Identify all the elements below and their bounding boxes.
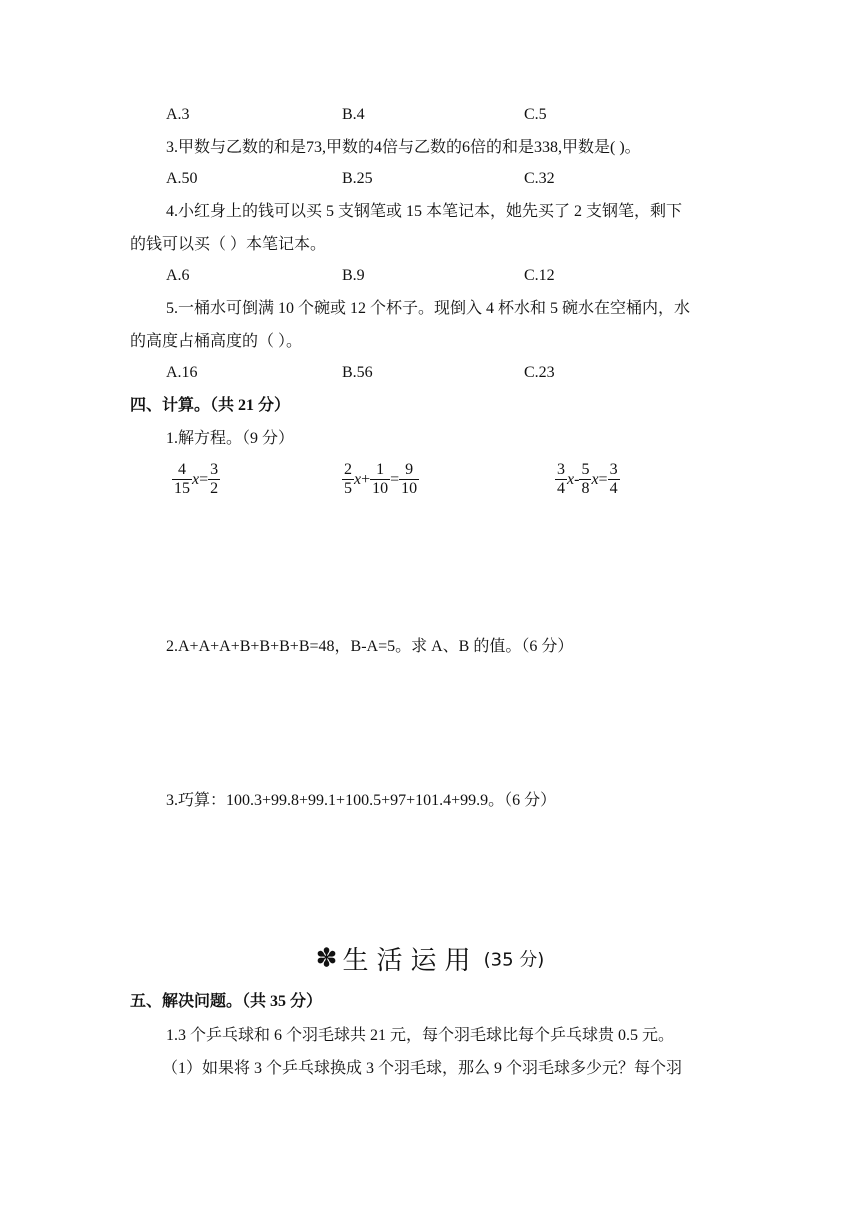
banner-title: 生活运用 <box>342 946 479 976</box>
eq2-variable: x <box>354 470 362 488</box>
q2-option-b: B.4 <box>342 106 365 123</box>
flower-icon: ✽ <box>315 943 338 974</box>
question-3-text: 3.甲数与乙数的和是73,甲数的4倍与乙数的6倍的和是338,甲数是( )。 <box>166 139 641 156</box>
q4-option-b: B.9 <box>342 267 365 284</box>
section-4-heading: 四、计算。（共 21 分） <box>130 397 291 414</box>
section-5-problem-1: 1.3 个乒乓球和 6 个羽毛球共 21 元，每个羽毛球比每个乒乓球贵 0.5 元。 <box>166 1027 675 1044</box>
eq2-equals: = <box>390 470 400 488</box>
equation-1 <box>172 461 220 499</box>
eq3-fraction-1: $\frac{3}{4}$ <box>557 461 565 498</box>
equation-3 <box>555 461 620 499</box>
eq2-fraction-3: $\frac{9}{10}$ <box>401 461 418 498</box>
section-4-sub2: 2.A+A+A+B+B+B+B=48，B-A=5。求 A、B 的值。（6 分） <box>166 638 574 655</box>
q3-option-a: A.50 <box>166 170 198 187</box>
q5-option-c: C.23 <box>524 364 555 381</box>
q2-option-c: C.5 <box>524 106 547 123</box>
eq2-plus: + <box>361 470 371 488</box>
eq1-fraction-1: $\frac{4}{15}$ <box>174 461 190 498</box>
eq3-fraction-2: $\frac{5}{8}$ <box>581 461 590 498</box>
eq3-variable-1: x <box>567 470 575 488</box>
section-4-sub3: 3.巧算：100.3+99.8+99.1+100.5+97+101.4+99.9。（6 分） <box>166 792 557 809</box>
q4-option-c: C.12 <box>524 267 555 284</box>
section-banner <box>0 940 860 977</box>
section-5-heading: 五、解决问题。（共 35 分） <box>130 993 323 1010</box>
eq3-fraction-3: $\frac{3}{4}$ <box>609 461 618 498</box>
question-4-line2: 的钱可以买（ ）本笔记本。 <box>130 236 327 253</box>
eq3-equals: = <box>598 470 608 488</box>
question-5-line1: 5.一桶水可倒满 10 个碗或 12 个杯子。现倒入 4 杯水和 5 碗水在空桶内，水 <box>166 300 691 317</box>
q3-option-b: B.25 <box>342 170 373 187</box>
q3-option-c: C.32 <box>524 170 555 187</box>
q5-option-b: B.56 <box>342 364 373 381</box>
q5-option-a: A.16 <box>166 364 198 381</box>
question-4-line1: 4.小红身上的钱可以买 5 支钢笔或 15 本笔记本，她先买了 2 支钢笔，剩下 <box>166 203 683 220</box>
eq1-fraction-2: $\frac{3}{2}$ <box>210 461 219 498</box>
banner-score: (35 分) <box>483 949 545 971</box>
q4-option-a: A.6 <box>166 267 190 284</box>
eq3-variable-2: x <box>591 470 599 488</box>
eq1-equals: = <box>199 470 209 488</box>
eq2-fraction-2: $\frac{1}{10}$ <box>372 461 389 498</box>
section-4-sub1: 1.解方程。（9 分） <box>166 430 295 447</box>
section-5-problem-1-part-1: （1）如果将 3 个乒乓球换成 3 个羽毛球，那么 9 个羽毛球多少元？每个羽 <box>162 1060 683 1077</box>
equation-2 <box>342 461 419 499</box>
q2-option-a: A.3 <box>166 106 190 123</box>
eq3-minus: - <box>574 470 580 488</box>
eq1-variable: x <box>192 470 200 488</box>
eq2-fraction-1: $\frac{2}{5}$ <box>344 461 352 498</box>
question-5-line2: 的高度占桶高度的（ ）。 <box>130 333 303 350</box>
